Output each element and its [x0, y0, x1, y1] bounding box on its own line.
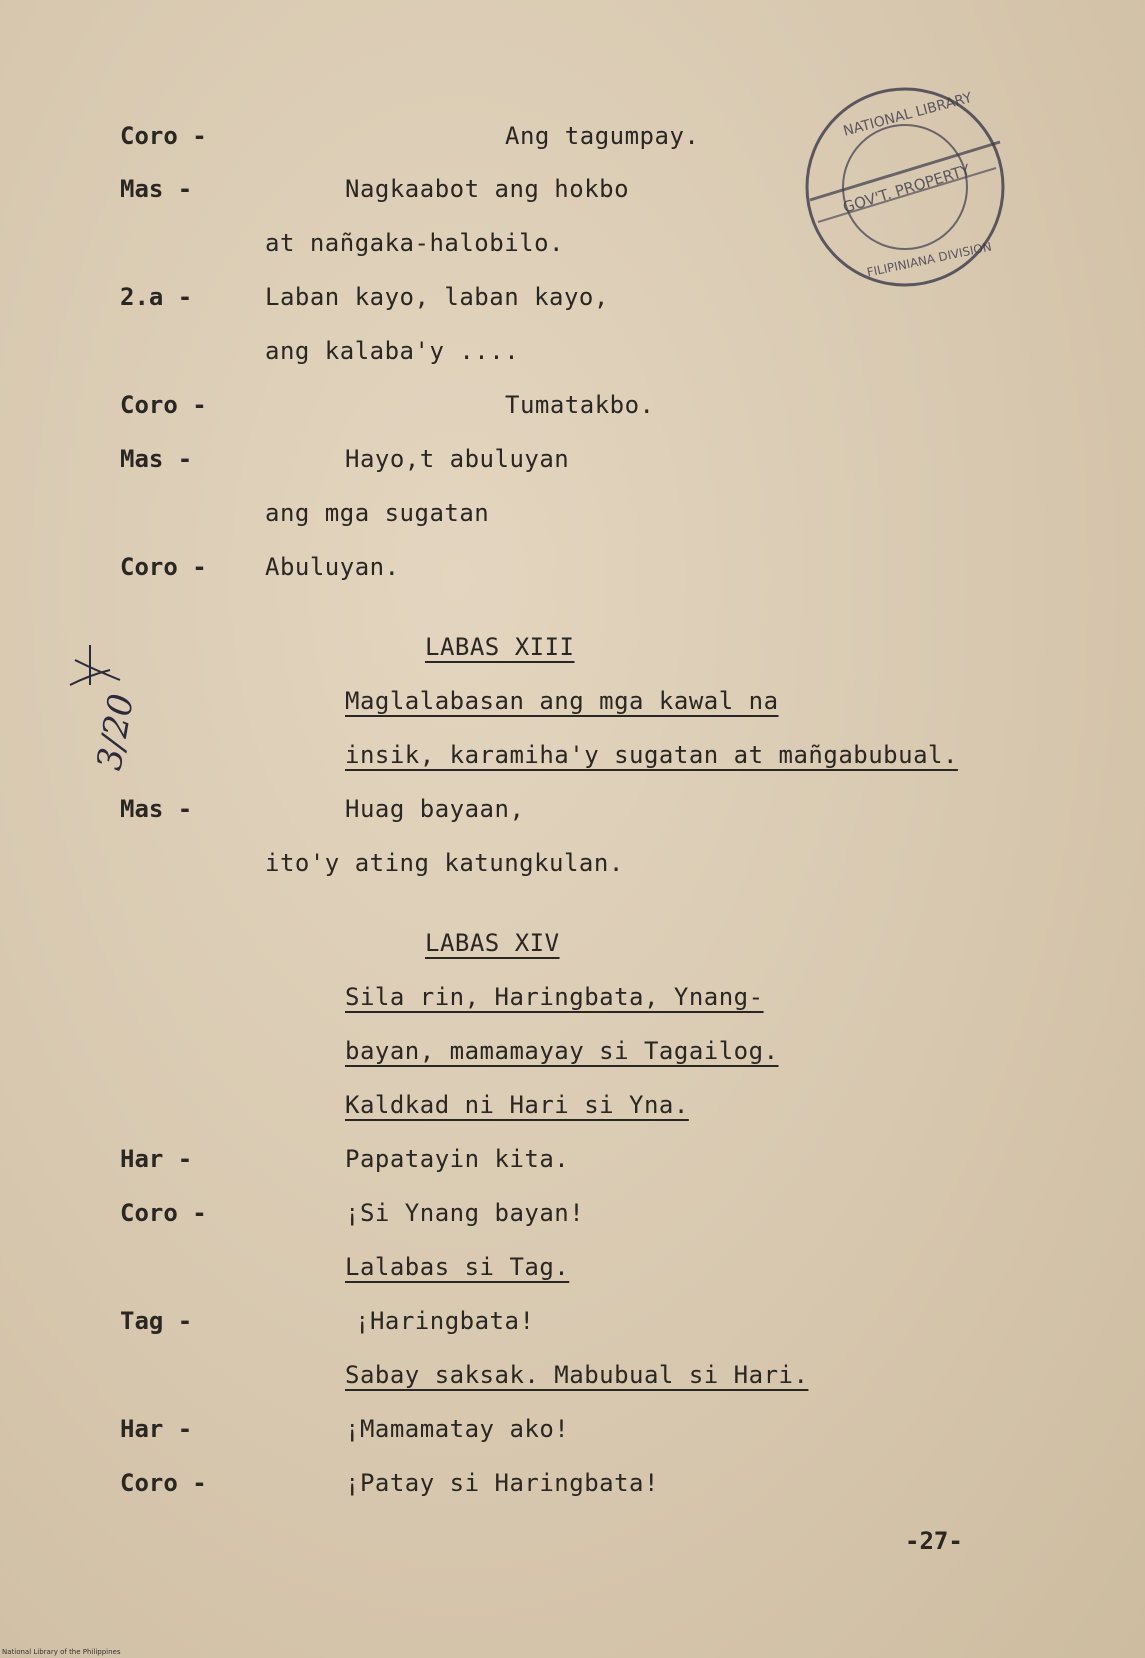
footer-credit: National Library of the Philippines — [2, 1648, 121, 1656]
svg-text:GOV'T. PROPERTY: GOV'T. PROPERTY — [840, 160, 973, 217]
stage-direction: insik, karamiha'y sugatan at mañgabubual. — [345, 741, 958, 769]
dialogue-line: Tumatakbo. — [505, 391, 655, 419]
dialogue-line: Abuluyan. — [265, 553, 400, 581]
dialogue-line: Hayo,t abuluyan — [345, 445, 570, 473]
dialogue-line: ang kalaba'y .... — [265, 337, 520, 365]
speaker-label: Coro - — [120, 122, 207, 150]
speaker-label: Har - — [120, 1415, 193, 1443]
stage-direction: Maglalabasan ang mga kawal na — [345, 687, 779, 715]
speaker-label: Coro - — [120, 553, 207, 581]
svg-text:FILIPINIANA DIVISION: FILIPINIANA DIVISION — [865, 239, 993, 280]
dialogue-line: ang mga sugatan — [265, 499, 490, 527]
scene-heading: LABAS XIV — [425, 929, 560, 957]
speaker-label: Mas - — [120, 175, 193, 203]
speaker-label: 2.a - — [120, 283, 193, 311]
stage-direction: bayan, mamamayay si Tagailog. — [345, 1037, 779, 1065]
dialogue-line: Papatayin kita. — [345, 1145, 570, 1173]
dialogue-line: Nagkaabot ang hokbo — [345, 175, 630, 203]
dialogue-line: ito'y ating katungkulan. — [265, 849, 624, 877]
dialogue-line: Laban kayo, laban kayo, — [265, 283, 609, 311]
dialogue-line: at nañgaka-halobilo. — [265, 229, 564, 257]
speaker-label: Mas - — [120, 445, 193, 473]
page-number: -27- — [905, 1527, 963, 1555]
svg-text:NATIONAL LIBRARY: NATIONAL LIBRARY — [841, 89, 974, 140]
stage-direction: Lalabas si Tag. — [345, 1253, 570, 1281]
dialogue-line: ¡Patay si Haringbata! — [345, 1469, 659, 1497]
speaker-label: Coro - — [120, 1199, 207, 1227]
scene-heading: LABAS XIII — [425, 633, 575, 661]
handwritten-margin-note — [50, 640, 143, 790]
speaker-label: Coro - — [120, 1469, 207, 1497]
speaker-label: Har - — [120, 1145, 193, 1173]
dialogue-line: ¡Haringbata! — [355, 1307, 535, 1335]
library-stamp — [800, 82, 1010, 292]
dialogue-line: ¡Si Ynang bayan! — [345, 1199, 585, 1227]
svg-text:3/20: 3/20 — [89, 690, 143, 774]
speaker-label: Coro - — [120, 391, 207, 419]
stage-direction: Kaldkad ni Hari si Yna. — [345, 1091, 689, 1119]
dialogue-line: Huag bayaan, — [345, 795, 525, 823]
stage-direction: Sabay saksak. Mabubual si Hari. — [345, 1361, 809, 1389]
speaker-label: Tag - — [120, 1307, 193, 1335]
stage-direction: Sila rin, Haringbata, Ynang- — [345, 983, 764, 1011]
dialogue-line: Ang tagumpay. — [505, 122, 700, 150]
dialogue-line: ¡Mamamatay ako! — [345, 1415, 570, 1443]
speaker-label: Mas - — [120, 795, 193, 823]
